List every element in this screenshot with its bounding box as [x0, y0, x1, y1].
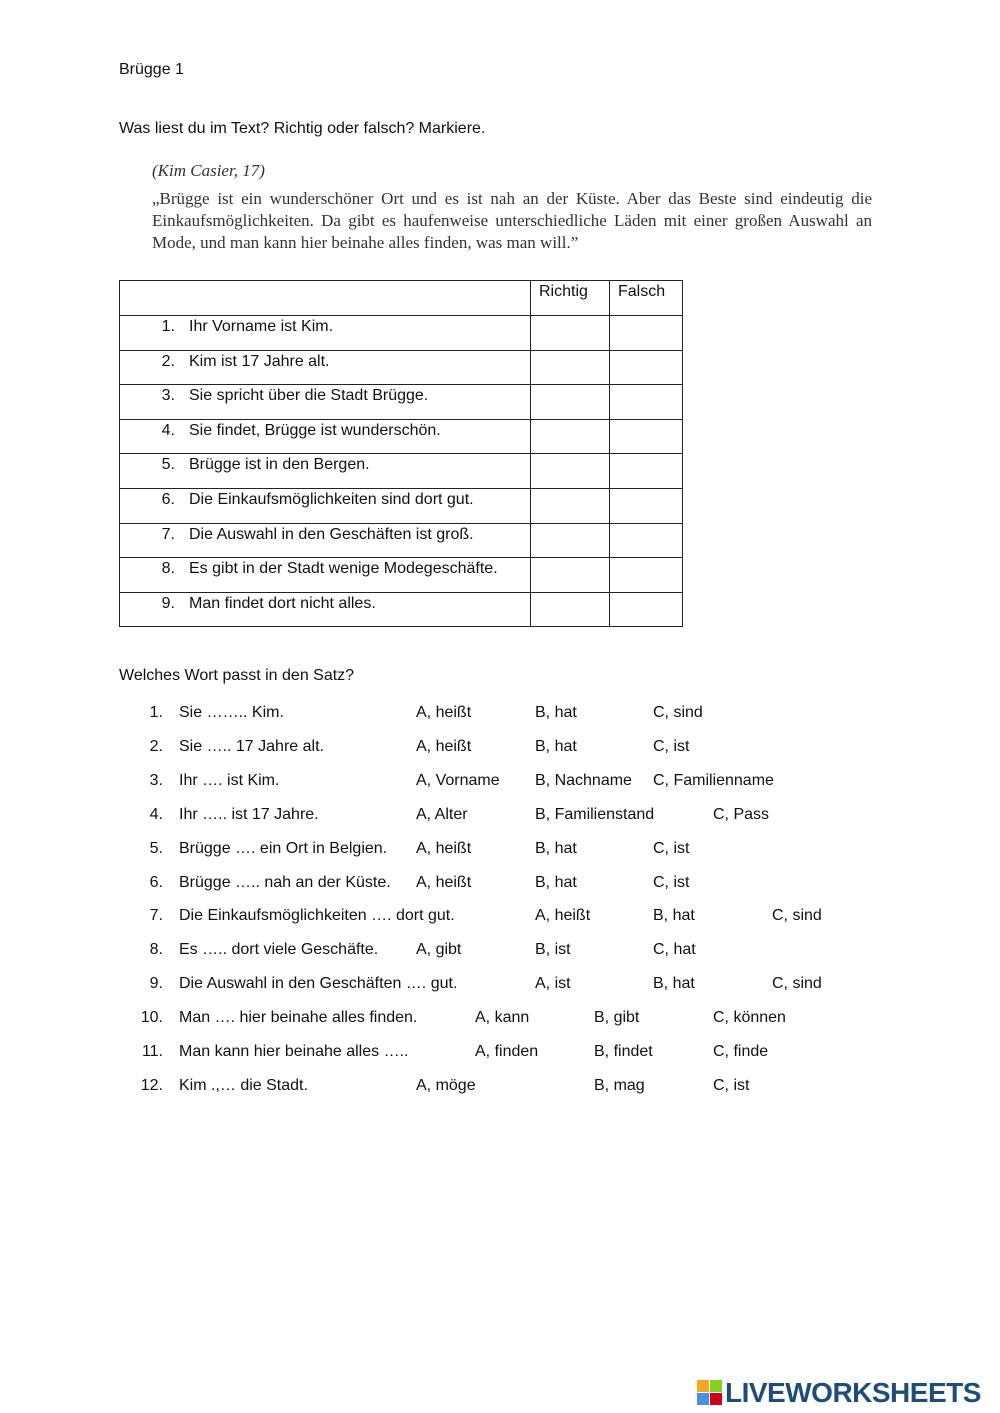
option-b[interactable]: B, findet [594, 1043, 653, 1060]
statement-text: Ihr Vorname ist Kim. [189, 318, 334, 335]
question-row [0, 975, 1000, 999]
question-row [0, 1009, 1000, 1033]
table-row [120, 488, 683, 523]
option-b[interactable]: B, Familienstand [535, 805, 655, 823]
option-b[interactable]: B, hat [653, 907, 695, 925]
statement-text: Man findet dort nicht alles. [189, 594, 376, 612]
option-b[interactable]: B, hat [653, 975, 695, 993]
option-a[interactable]: A, ist [535, 975, 571, 993]
option-c[interactable]: C, ist [653, 873, 690, 891]
option-c[interactable]: C, ist [653, 839, 690, 857]
option-b[interactable]: B, hat [535, 737, 577, 755]
quote-text: „Brügge ist ein wunderschöner Ort und es ist nah an der Küste. Aber das Beste sind eindeutig die Einkaufsmöglichkeiten. Da gibt es haufenweise unterschiedliche Läden mit einer großen Auswahl an Mode, und man kann hier beinahe alles finden, was man will.” [152, 189, 872, 252]
statement-cell [120, 316, 531, 351]
falsch-cell[interactable] [610, 488, 683, 523]
statement-number: 9. [161, 594, 175, 612]
liveworksheets-logo [697, 1375, 993, 1411]
statement-cell [120, 454, 531, 489]
falsch-cell[interactable] [610, 523, 683, 558]
statement-text: Brügge ist in den Bergen. [189, 456, 370, 474]
richtig-cell[interactable] [531, 385, 610, 420]
option-c[interactable]: C, sind [772, 975, 822, 993]
richtig-cell[interactable] [531, 350, 610, 385]
question-text: Sie ….. 17 Jahre alt. [179, 737, 324, 755]
question-text: Ihr ….. ist 17 Jahre. [179, 805, 319, 823]
question-number: 3. [149, 771, 163, 789]
header-statement [120, 281, 531, 316]
question-text: Die Auswahl in den Geschäften …. gut. [179, 975, 458, 993]
question-number: 1. [149, 704, 163, 721]
option-a[interactable]: A, Alter [416, 805, 468, 823]
option-a[interactable]: A, heißt [416, 839, 472, 857]
question-row [0, 874, 1000, 898]
question-text: Sie …….. Kim. [179, 704, 284, 721]
falsch-cell[interactable] [610, 592, 683, 627]
question-text: Die Einkaufsmöglichkeiten …. dort gut. [179, 907, 455, 925]
page-title: Brügge 1 [119, 61, 184, 78]
header-richtig: Richtig [531, 281, 610, 316]
option-c[interactable]: C, sind [653, 704, 703, 721]
falsch-cell[interactable] [610, 385, 683, 420]
question-row [0, 1077, 1000, 1101]
table-row [120, 350, 683, 385]
question-row [0, 704, 1000, 728]
option-a[interactable]: A, heißt [535, 907, 591, 925]
question-text: Man …. hier beinahe alles finden. [179, 1009, 418, 1027]
statement-text: Die Einkaufsmöglichkeiten sind dort gut. [189, 490, 474, 508]
statement-number: 8. [161, 560, 175, 578]
option-b[interactable]: B, ist [535, 941, 571, 959]
richtig-cell[interactable] [531, 592, 610, 627]
statement-number: 1. [161, 318, 175, 335]
statement-cell [120, 523, 531, 558]
question-number: 8. [149, 941, 163, 959]
option-c[interactable]: C, sind [772, 907, 822, 925]
question-text: Es ….. dort viele Geschäfte. [179, 941, 379, 959]
option-c[interactable]: C, Pass [713, 805, 770, 823]
table-row [120, 454, 683, 489]
question-number: 5. [149, 839, 163, 857]
falsch-cell[interactable] [610, 454, 683, 489]
falsch-cell[interactable] [610, 419, 683, 454]
statement-number: 7. [161, 525, 175, 543]
table-row [120, 419, 683, 454]
header-falsch: Falsch [610, 281, 683, 316]
statement-text: Kim ist 17 Jahre alt. [189, 352, 330, 370]
question-text: Brügge ….. nah an der Küste. [179, 873, 391, 891]
statement-number: 5. [161, 456, 175, 474]
option-c[interactable]: C, ist [653, 737, 690, 755]
option-a[interactable]: A, gibt [416, 941, 462, 959]
option-b[interactable]: B, hat [535, 873, 577, 891]
statement-number: 6. [161, 490, 175, 508]
option-c[interactable]: C, hat [653, 941, 696, 959]
option-c[interactable]: C, finde [713, 1043, 769, 1060]
option-a[interactable]: A, möge [416, 1076, 476, 1094]
option-c[interactable]: C, können [713, 1009, 786, 1027]
option-c[interactable]: C, ist [713, 1076, 750, 1094]
option-a[interactable]: A, heißt [416, 873, 472, 891]
question-number: 4. [149, 805, 163, 823]
richtig-cell[interactable] [531, 454, 610, 489]
question-row [0, 907, 1000, 931]
falsch-cell[interactable] [610, 558, 683, 593]
statement-number: 3. [161, 387, 175, 405]
question-row [0, 806, 1000, 830]
question-row [0, 840, 1000, 864]
question-row [0, 1043, 1000, 1067]
statement-cell [120, 558, 531, 593]
logo-icon [697, 1380, 723, 1406]
statement-text: Sie spricht über die Stadt Brügge. [189, 387, 429, 405]
option-b[interactable]: B, mag [594, 1076, 645, 1094]
table-row [120, 385, 683, 420]
question-row [0, 738, 1000, 762]
table-row [120, 316, 683, 351]
question-text: Ihr …. ist Kim. [179, 771, 280, 789]
true-false-table [119, 280, 683, 627]
option-b[interactable]: B, hat [535, 704, 577, 721]
richtig-cell[interactable] [531, 558, 610, 593]
question-text: Kim .,… die Stadt. [179, 1076, 308, 1094]
question-number: 7. [149, 907, 163, 925]
statement-number: 2. [161, 352, 175, 370]
statement-cell [120, 592, 531, 627]
option-a[interactable]: A, heißt [416, 704, 472, 721]
table-row [120, 558, 683, 593]
option-a[interactable]: A, finden [475, 1043, 539, 1060]
quote-block [152, 160, 872, 254]
question-number: 9. [149, 975, 163, 993]
statement-text: Die Auswahl in den Geschäften ist groß. [189, 525, 474, 543]
statement-number: 4. [161, 421, 175, 439]
option-b[interactable]: B, Nachname [535, 771, 632, 789]
logo-text: LIVEWORKSHEETS [725, 1377, 981, 1408]
statement-text: Sie findet, Brügge ist wunderschön. [189, 421, 441, 439]
instruction-multiple-choice: Welches Wort passt in den Satz? [119, 667, 355, 684]
falsch-cell[interactable] [610, 316, 683, 351]
richtig-cell[interactable] [531, 488, 610, 523]
richtig-cell[interactable] [531, 419, 610, 454]
instruction-true-false: Was liest du im Text? Richtig oder falsch? Markiere. [119, 120, 486, 137]
option-a[interactable]: A, kann [475, 1009, 530, 1027]
question-text: Man kann hier beinahe alles ….. [179, 1043, 409, 1060]
question-number: 10. [140, 1009, 163, 1027]
question-text: Brügge …. ein Ort in Belgien. [179, 839, 388, 857]
richtig-cell[interactable] [531, 523, 610, 558]
statement-cell [120, 488, 531, 523]
option-a[interactable]: A, Vorname [416, 771, 500, 789]
richtig-cell[interactable] [531, 316, 610, 351]
option-b[interactable]: B, hat [535, 839, 577, 857]
question-row [0, 941, 1000, 965]
statement-cell [120, 419, 531, 454]
option-c[interactable]: C, Familienname [653, 771, 774, 789]
question-number: 12. [140, 1076, 163, 1094]
table-row [120, 592, 683, 627]
statement-cell [120, 350, 531, 385]
statement-cell [120, 385, 531, 420]
option-a[interactable]: A, heißt [416, 737, 472, 755]
question-number: 11. [141, 1043, 163, 1060]
statement-text: Es gibt in der Stadt wenige Modegeschäfte. [189, 560, 498, 578]
option-b[interactable]: B, gibt [594, 1009, 640, 1027]
table-row [120, 523, 683, 558]
quote-author: (Kim Casier, 17) [152, 161, 265, 180]
question-number: 2. [149, 737, 163, 755]
question-number: 6. [149, 873, 163, 891]
question-row [0, 772, 1000, 796]
falsch-cell[interactable] [610, 350, 683, 385]
